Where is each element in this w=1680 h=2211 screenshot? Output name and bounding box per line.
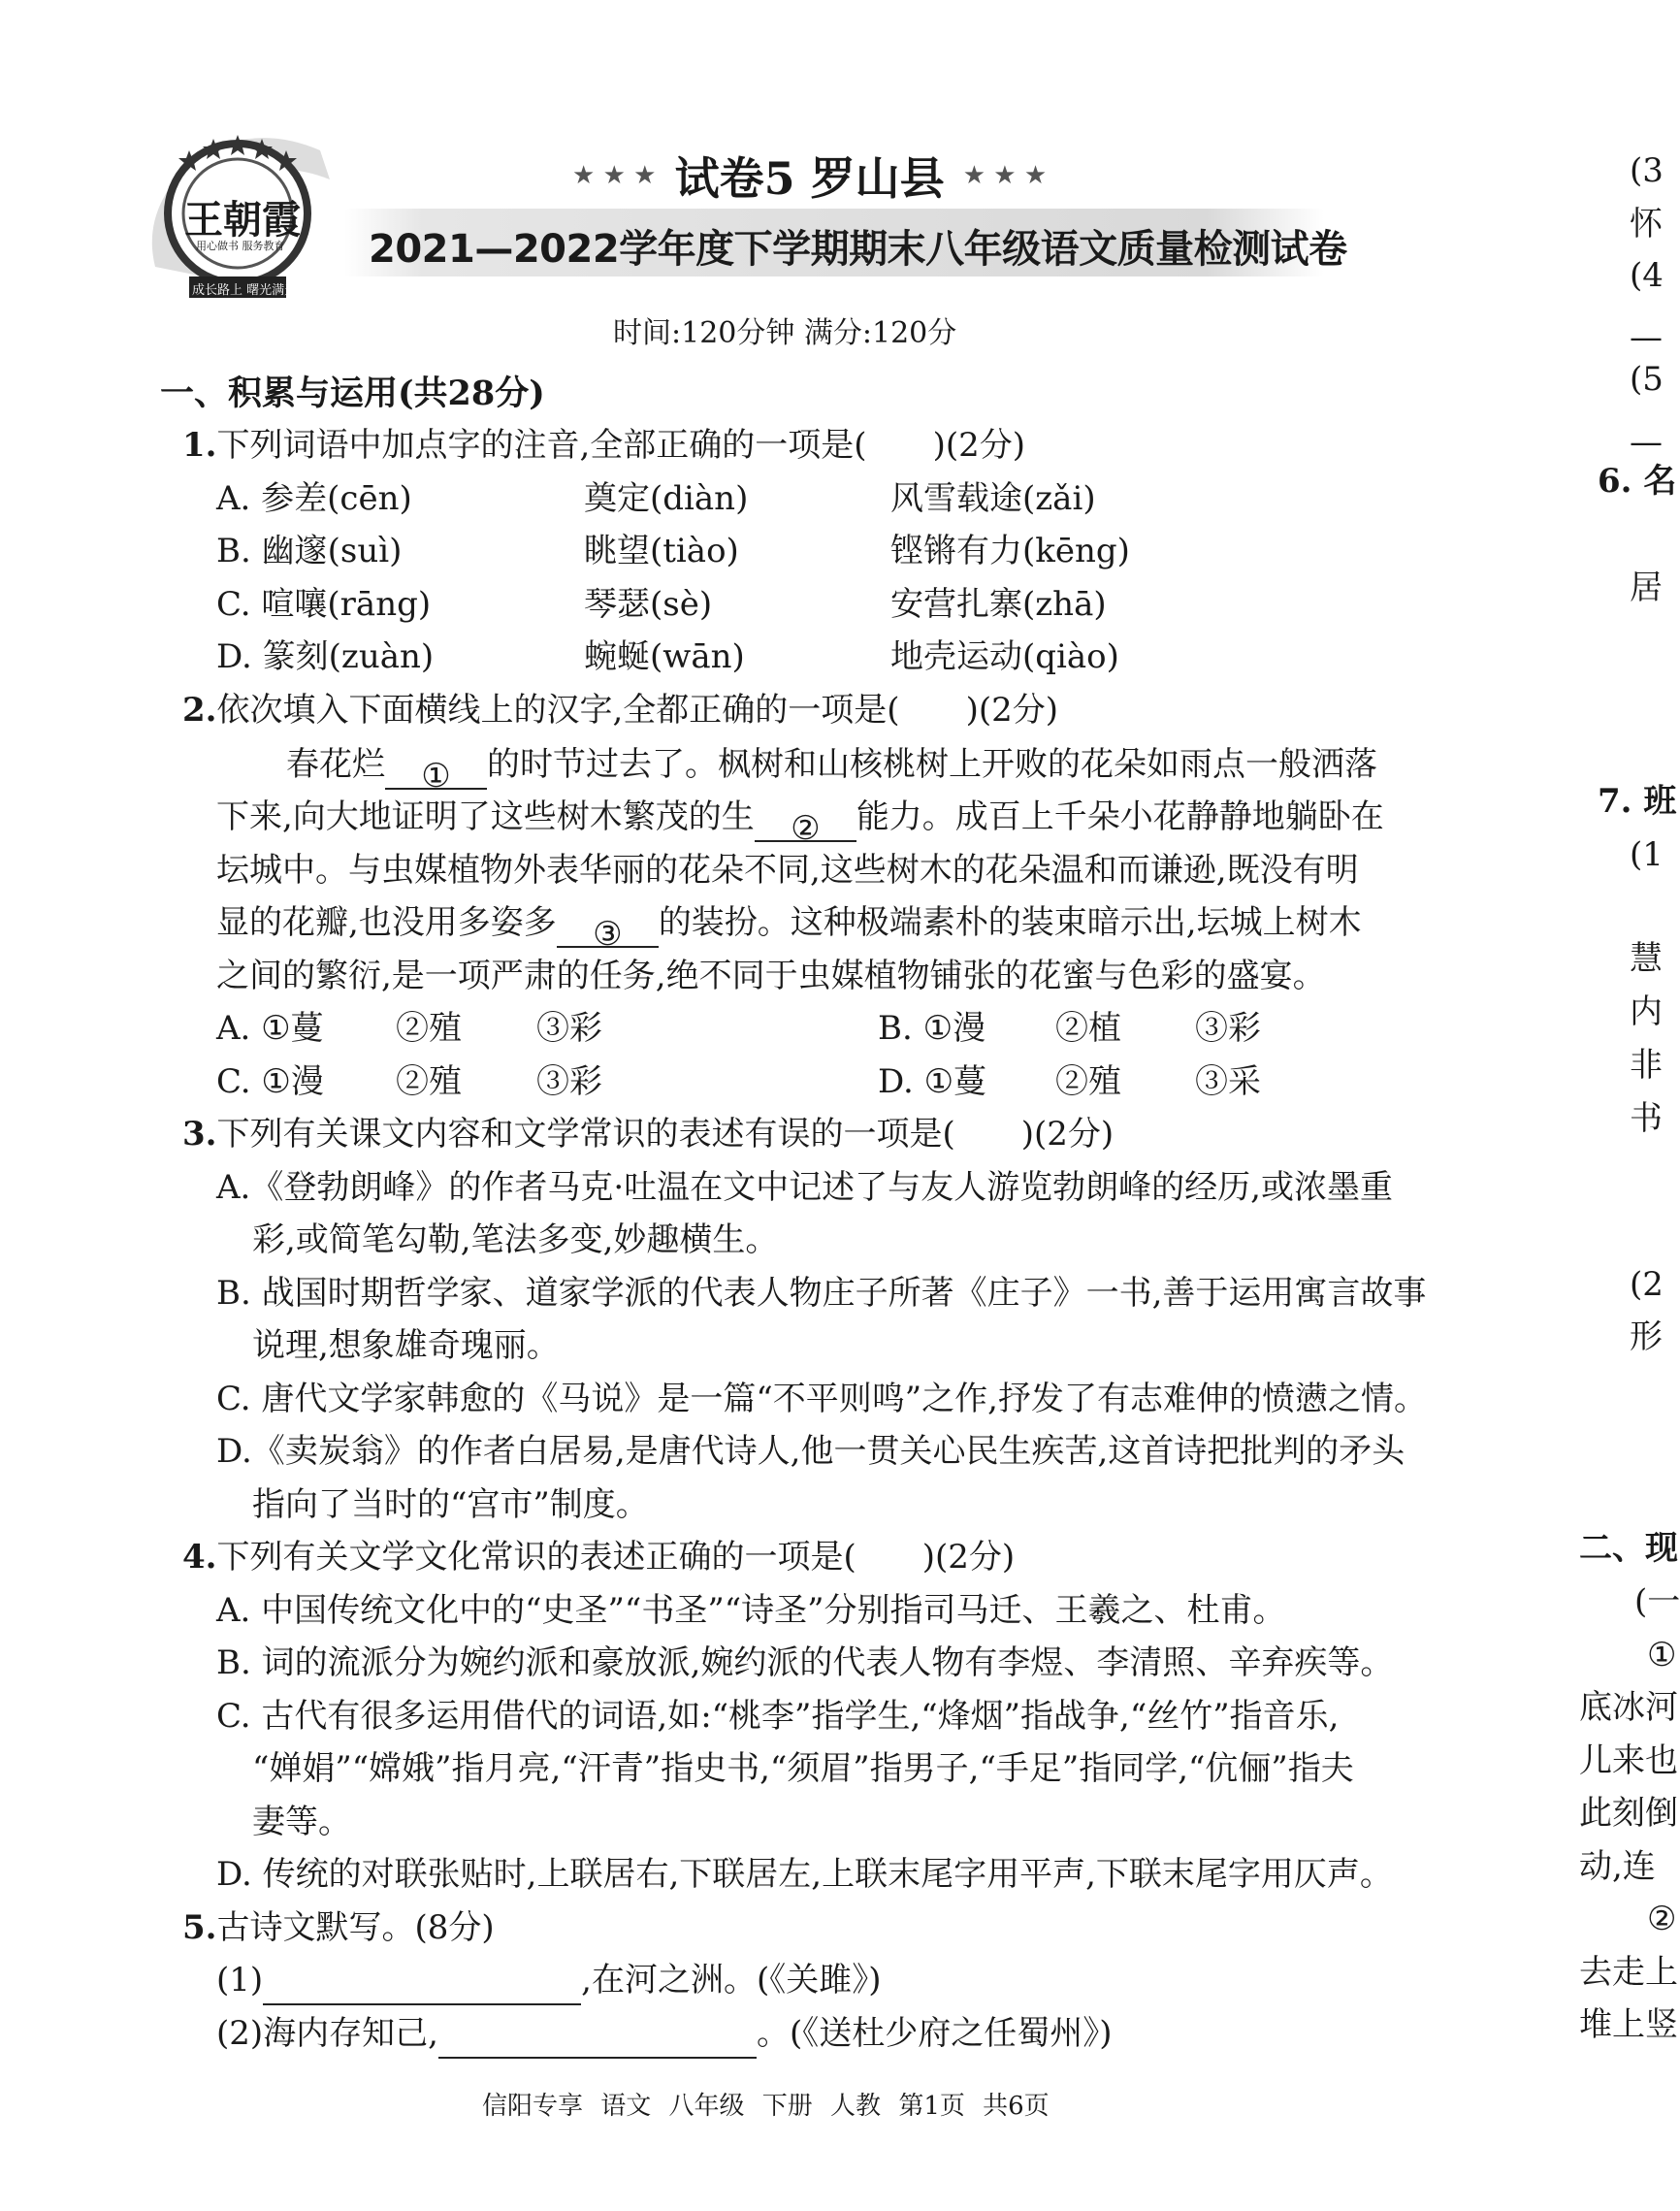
q2-option-d-2: ②殖 <box>1055 1062 1121 1101</box>
question-text: 古诗文默写。(8分) <box>216 1908 495 1947</box>
edge-text: 此刻倒 <box>1579 1794 1678 1833</box>
edge-text: 居 <box>1630 569 1663 607</box>
q4-option-line: B. 词的流派分为婉约派和豪放派,婉约派的代表人物有李煜、李清照、辛弃疾等。 <box>216 1643 1394 1682</box>
answer-blank[interactable] <box>263 1967 581 2005</box>
stars-left-icon: ★ ★ ★ <box>572 161 657 190</box>
q2-passage-line: 显的花瓣,也没用多姿多 ③ 的装扮。这种极端素朴的装束暗示出,坛城上树木 <box>216 903 1362 954</box>
edge-text: 儿来也 <box>1579 1741 1678 1780</box>
question-5-stem <box>182 1902 495 1953</box>
q4-option-line: “婵娟”“嫦娥”指月亮,“汗青”指史书,“须眉”指男子,“手足”指同学,“伉俪”指夫 <box>252 1749 1354 1788</box>
question-number: 5. <box>182 1908 217 1947</box>
question-2-stem <box>182 685 1058 735</box>
page-footer: 信阳专享 语文 八年级 下册 人教 第1页 共6页 <box>482 2092 1050 2121</box>
edge-text: ② <box>1647 1900 1677 1938</box>
question-text: 下列有关文学文化常识的表述正确的一项是( )(2分) <box>216 1538 1016 1577</box>
q2-passage-line: 之间的繁衍,是一项严肃的任务,绝不同于虫媒植物铺张的花蜜与色彩的盛宴。 <box>216 957 1326 995</box>
edge-text: (2 <box>1630 1265 1664 1304</box>
edge-text: (一 <box>1634 1582 1680 1621</box>
edge-text: 内 <box>1630 992 1663 1031</box>
q2-option-d: D. ①蔓 <box>878 1062 987 1101</box>
stars-right-icon: ★ ★ ★ <box>962 161 1048 190</box>
question-3-stem <box>182 1109 1114 1159</box>
edge-text: ① <box>1647 1636 1677 1675</box>
q2-option-a-3: ③彩 <box>536 1009 602 1048</box>
q2-passage-line: 春花烂 ① 的时节过去了。枫树和山核桃树上开败的花朵如雨点一般洒落 <box>286 745 1377 796</box>
q1-option-a-2: 奠定(diàn) <box>584 479 749 518</box>
edge-text: (5 <box>1630 360 1664 399</box>
edge-text: 怀 <box>1630 205 1663 244</box>
fill-blank[interactable]: ③ <box>557 909 659 948</box>
q4-option-line: C. 古代有很多运用借代的词语,如:“桃李”指学生,“烽烟”指战争,“丝竹”指音乐, <box>216 1697 1340 1736</box>
edge-text: 慧 <box>1630 939 1663 978</box>
edge-text: 6. 名 <box>1598 462 1677 501</box>
edge-text: (1 <box>1630 835 1664 874</box>
edge-text: 二、现 <box>1579 1529 1678 1568</box>
title-row <box>572 144 1048 205</box>
logo-slogan-bottom: 成长路上 曙光满天 <box>192 283 298 298</box>
q5-line-2: (2)海内存知己, 。(《送杜少府之任蜀州》) <box>216 2008 1113 2059</box>
q1-option-d: D. 篆刻(zuàn) <box>216 637 435 676</box>
question-text: 下列有关课文内容和文学常识的表述有误的一项是( )(2分) <box>216 1115 1115 1154</box>
q2-option-b-2: ②植 <box>1055 1009 1121 1048</box>
logo-slogan: 用心做书 服务教育 <box>196 240 285 252</box>
edge-text: 底冰河 <box>1579 1688 1678 1727</box>
exam-subtitle: 2021—2022学年度下学期期末八年级语文质量检测试卷 <box>369 227 1347 272</box>
q2-option-b: B. ①漫 <box>878 1009 986 1048</box>
q1-option-c-2: 琴瑟(sè) <box>584 585 713 624</box>
edge-text: 形 <box>1630 1317 1663 1356</box>
q2-option-c: C. ①漫 <box>216 1062 324 1101</box>
q3-option-line: C. 唐代文学家韩愈的《马说》是一篇“不平则鸣”之作,抒发了有志难伸的愤懑之情。 <box>216 1380 1427 1418</box>
question-number: 3. <box>182 1115 217 1154</box>
q2-passage-line: 坛城中。与虫媒植物外表华丽的花朵不同,这些树木的花朵温和而谦逊,既没有明 <box>216 851 1359 890</box>
publisher-logo <box>136 121 339 306</box>
question-number: 1. <box>182 426 217 465</box>
q2-passage-line: 下来,向大地证明了这些树木繁茂的生 ② 能力。成百上千朵小花静静地躺卧在 <box>216 797 1384 848</box>
question-number: 4. <box>182 1538 217 1577</box>
q2-option-a-2: ②殖 <box>396 1009 462 1048</box>
q1-option-a-3: 风雪载途(zǎi) <box>890 479 1096 518</box>
fill-blank[interactable]: ② <box>755 803 856 842</box>
edge-text: 动,连 <box>1579 1847 1656 1886</box>
edge-text: 去走上 <box>1579 1953 1678 1992</box>
q1-option-b: B. 幽邃(suì) <box>216 532 403 570</box>
q2-option-c-3: ③彩 <box>536 1062 602 1101</box>
edge-text: 7. 班 <box>1598 782 1677 821</box>
fill-blank[interactable]: ① <box>385 751 487 790</box>
q3-option-line: A.《登勃朗峰》的作者马克·吐温在文中记述了与友人游览勃朗峰的经历,或浓墨重 <box>216 1168 1393 1207</box>
q1-option-d-2: 蜿蜒(wān) <box>584 637 745 676</box>
question-4-stem <box>182 1532 1015 1582</box>
q2-option-b-3: ③彩 <box>1195 1009 1261 1048</box>
q2-option-c-2: ②殖 <box>396 1062 462 1101</box>
logo-text: 王朝霞 <box>184 197 301 243</box>
question-text: 下列词语中加点字的注音,全部正确的一项是( )(2分) <box>216 426 1025 465</box>
q3-option-line: 彩,或简笔勾勒,笔法多变,妙趣横生。 <box>252 1220 779 1259</box>
edge-text: (3 <box>1630 151 1664 190</box>
edge-text: (4 <box>1630 256 1664 295</box>
section-title: 一、积累与运用(共28分) <box>160 374 545 413</box>
q3-option-line: 指向了当时的“宫市”制度。 <box>252 1485 649 1524</box>
page-title: 试卷5 罗山县 <box>674 152 945 205</box>
time-info: 时间:120分钟 满分:120分 <box>613 316 957 350</box>
q3-option-line: 说理,想象雄奇瑰丽。 <box>252 1326 560 1365</box>
q1-option-a: A. 参差(cēn) <box>216 479 412 518</box>
answer-blank[interactable] <box>438 2020 757 2059</box>
q3-option-line: D.《卖炭翁》的作者白居易,是唐代诗人,他一贯关心民生疾苦,这首诗把批判的矛头 <box>216 1432 1405 1471</box>
q5-line-1: (1) ,在河之洲。(《关雎》) <box>216 1955 882 2005</box>
edge-text: 非 <box>1630 1046 1663 1085</box>
q1-option-c: C. 喧嚷(rāng) <box>216 585 432 624</box>
edge-text: 书 <box>1630 1099 1663 1138</box>
edge-text: 堆上竖 <box>1579 2005 1678 2044</box>
question-number: 2. <box>182 691 217 730</box>
q1-option-c-3: 安营扎寨(zhā) <box>890 585 1107 624</box>
q3-option-line: B. 战国时期哲学家、道家学派的代表人物庄子所著《庄子》一书,善于运用寓言故事 <box>216 1274 1427 1313</box>
question-1-stem <box>182 420 1025 471</box>
edge-text: — <box>1630 423 1663 462</box>
edge-text: — <box>1630 318 1663 357</box>
q2-option-d-3: ③采 <box>1195 1062 1261 1101</box>
q1-option-d-3: 地壳运动(qiào) <box>890 637 1119 676</box>
q4-option-line: D. 传统的对联张贴时,上联居右,下联居左,上联末尾字用平声,下联末尾字用仄声。 <box>216 1855 1393 1894</box>
q2-option-a: A. ①蔓 <box>216 1009 324 1048</box>
q4-option-line: 妻等。 <box>252 1803 351 1841</box>
q1-option-b-3: 铿锵有力(kēng) <box>890 532 1130 570</box>
right-page-edge <box>1579 0 1680 2211</box>
q1-option-b-2: 眺望(tiào) <box>584 532 739 570</box>
q4-option-line: A. 中国传统文化中的“史圣”“书圣”“诗圣”分别指司马迁、王羲之、杜甫。 <box>216 1591 1286 1630</box>
question-text: 依次填入下面横线上的汉字,全都正确的一项是( )(2分) <box>216 691 1058 730</box>
